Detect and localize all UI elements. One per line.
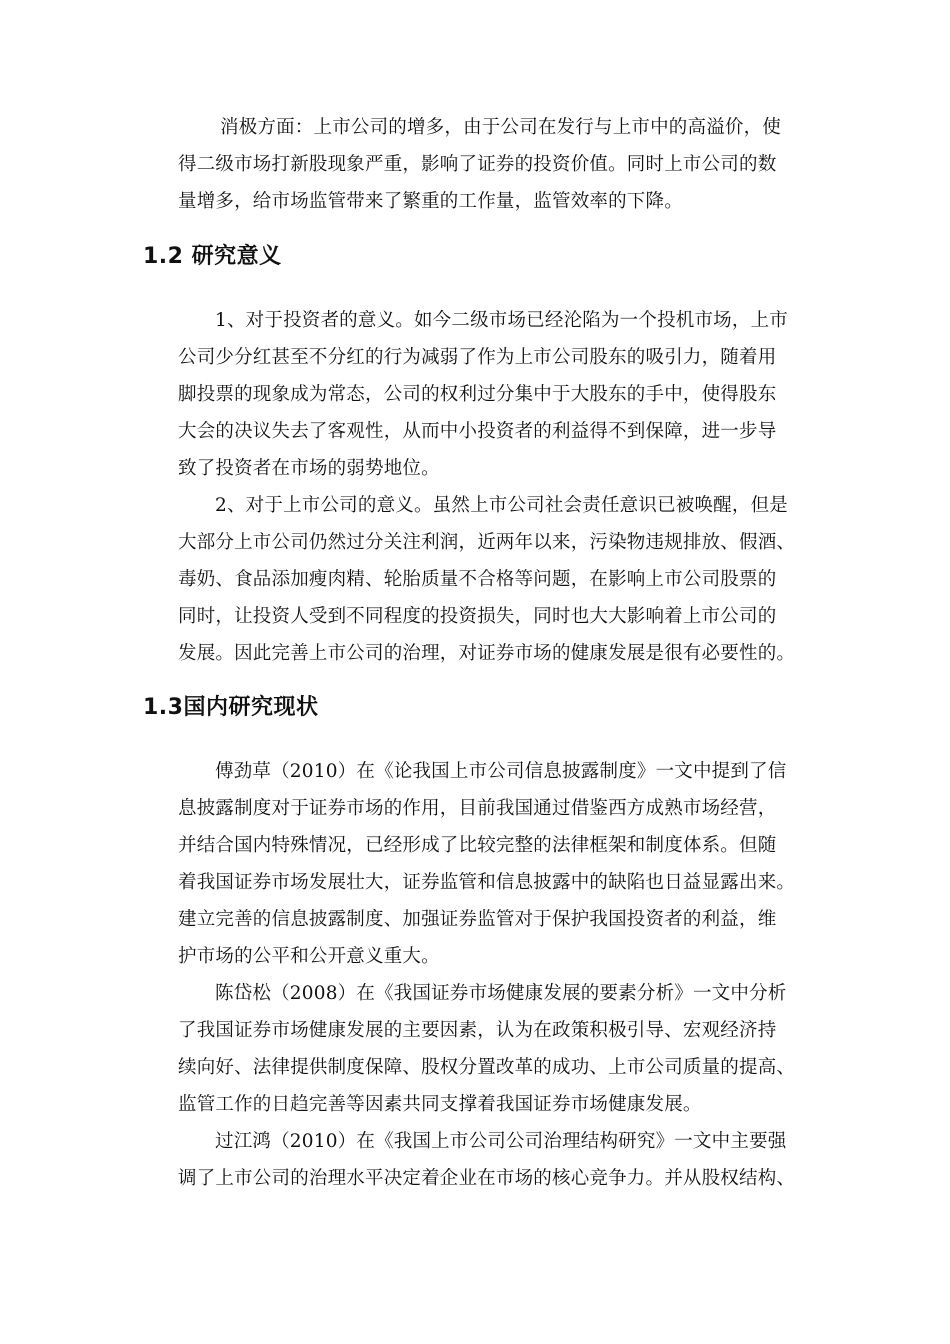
text-line: 发展。因此完善上市公司的治理，对证券市场的健康发展是很有必要性的。	[178, 643, 796, 664]
text-line: 消极方面：上市公司的增多，由于公司在发行与上市中的高溢价，使	[220, 117, 782, 138]
text-line: 着我国证券市场发展壮大，证券监管和信息披露中的缺陷也日益显露出来。	[178, 872, 796, 893]
text-line: 毒奶、食品添加瘦肉精、轮胎质量不合格等问题，在影响上市公司股票的	[178, 569, 777, 590]
text-line: 护市场的公平和公开意义重大。	[178, 946, 440, 967]
text-line: 调了上市公司的治理水平决定着企业在市场的核心竞争力。并从股权结构、	[178, 1168, 796, 1189]
text-line: 了我国证券市场健康发展的主要因素，认为在政策积极引导、宏观经济持	[178, 1020, 777, 1041]
text-line: 过江鸿（2010）在《我国上市公司公司治理结构研究》一文中主要强	[215, 1131, 787, 1152]
text-line: 致了投资者在市场的弱势地位。	[178, 458, 440, 479]
text-line: 并结合国内特殊情况，已经形成了比较完整的法律框架和制度体系。但随	[178, 835, 777, 856]
text-line: 1、对于投资者的意义。如今二级市场已经沦陷为一个投机市场，上市	[215, 310, 788, 331]
text-line: 续向好、法律提供制度保障、股权分置改革的成功、上市公司质量的提高、	[178, 1057, 796, 1078]
text-line: 得二级市场打新股现象严重，影响了证券的投资价值。同时上市公司的数	[178, 154, 777, 175]
text-line: 2、对于上市公司的意义。虽然上市公司社会责任意识已被唤醒，但是	[215, 495, 788, 516]
text-line: 傅劲草（2010）在《论我国上市公司信息披露制度》一文中提到了信	[215, 761, 787, 782]
section-heading-1-2: 1.2 研究意义	[143, 244, 282, 269]
text-line: 陈岱松（2008）在《我国证券市场健康发展的要素分析》一文中分析	[215, 983, 787, 1004]
text-line: 监管工作的日趋完善等因素共同支撑着我国证券市场健康发展。	[178, 1094, 702, 1115]
text-line: 大会的决议失去了客观性，从而中小投资者的利益得不到保障，进一步导	[178, 421, 777, 442]
text-line: 公司少分红甚至不分红的行为减弱了作为上市公司股东的吸引力，随着用	[178, 347, 777, 368]
text-line: 量增多，给市场监管带来了繁重的工作量，监管效率的下降。	[178, 191, 683, 212]
text-line: 大部分上市公司仍然过分关注利润，近两年以来，污染物违规排放、假酒、	[178, 532, 796, 553]
text-line: 脚投票的现象成为常态，公司的权利过分集中于大股东的手中，使得股东	[178, 384, 777, 405]
section-heading-1-3: 1.3国内研究现状	[143, 695, 319, 720]
text-line: 息披露制度对于证券市场的作用，目前我国通过借鉴西方成熟市场经营，	[178, 798, 777, 819]
text-line: 建立完善的信息披露制度、加强证券监管对于保护我国投资者的利益，维	[178, 909, 777, 930]
text-line: 同时，让投资人受到不同程度的投资损失，同时也大大影响着上市公司的	[178, 606, 777, 627]
